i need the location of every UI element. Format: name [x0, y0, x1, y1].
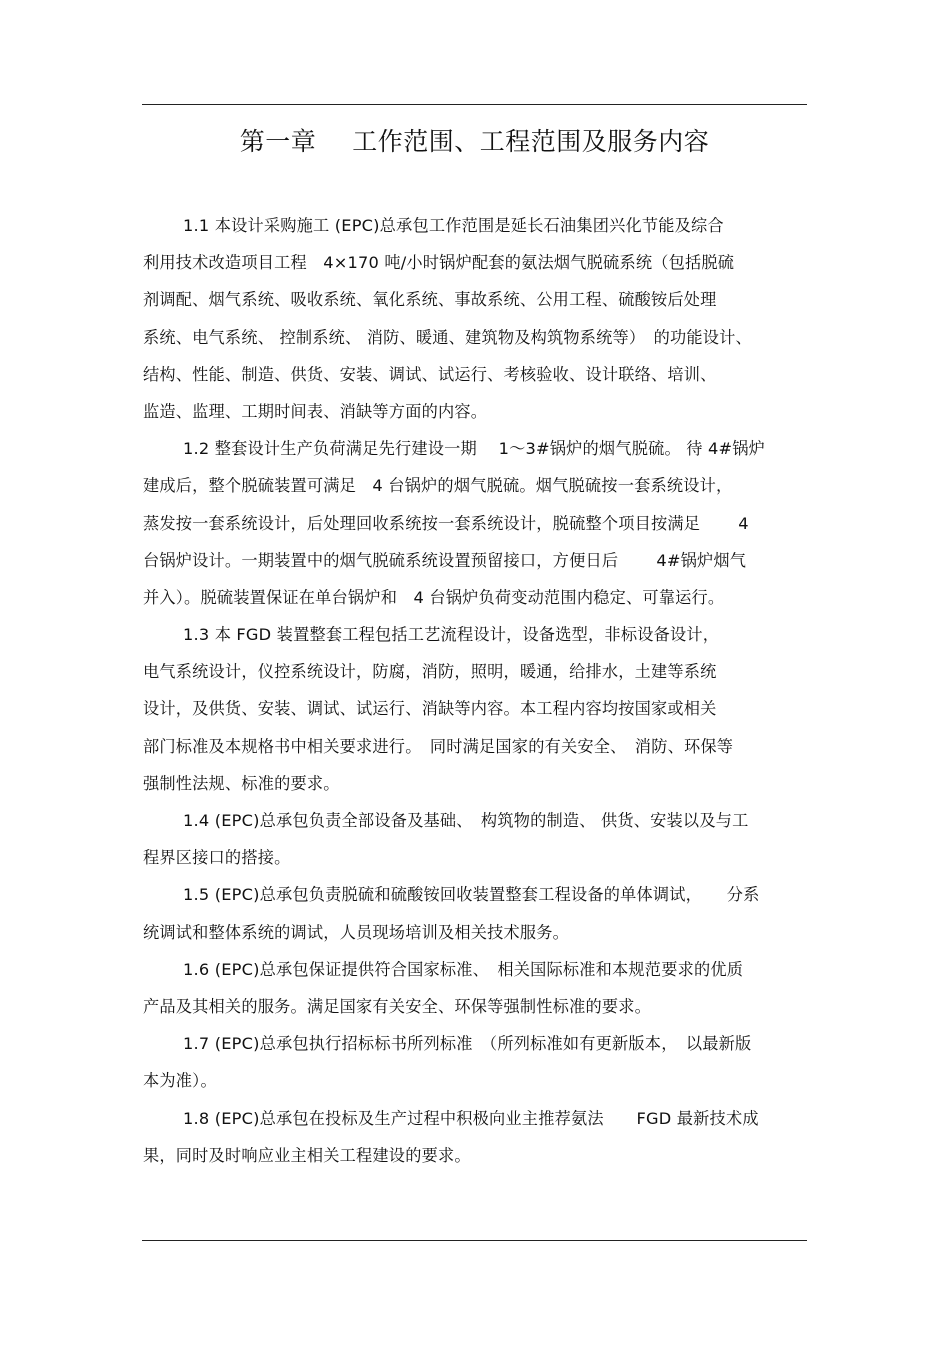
- paragraph-line: 强制性法规、标准的要求。: [143, 773, 340, 793]
- paragraph-1-1: [143, 207, 808, 430]
- paragraph-1-4: [143, 802, 808, 876]
- paragraph-line: 1.3 本 FGD 装置整套工程包括工艺流程设计，设备选型，非标设备设计，: [183, 625, 720, 645]
- paragraph-line: 剂调配、烟气系统、吸收系统、氧化系统、事故系统、公用工程、硫酸铵后处理: [143, 290, 717, 310]
- paragraph-line: 电气系统设计，仪控系统设计，防腐，消防，照明，暖通，给排水，土建等系统: [143, 662, 717, 682]
- chapter-title: 工作范围、工程范围及服务内容: [352, 127, 710, 156]
- paragraph-line: 监造、监理、工期时间表、消缺等方面的内容。: [143, 401, 488, 421]
- footer-rule: [142, 1240, 807, 1241]
- paragraph-line: 建成后，整个脱硫装置可满足 4 台锅炉的烟气脱硫。烟气脱硫按一套系统设计，: [143, 476, 733, 496]
- paragraph-line: 并入）。脱硫装置保证在单台锅炉和 4 台锅炉负荷变动范围内稳定、可靠运行。: [143, 587, 725, 607]
- paragraph-1-2: [143, 430, 808, 616]
- paragraph-line: 1.6 (EPC)总承包保证提供符合国家标准、 相关国际标准和本规范要求的优质: [183, 959, 744, 979]
- header-rule: [142, 104, 807, 105]
- paragraph-line: 1.1 本设计采购施工 (EPC)总承包工作范围是延长石油集团兴化节能及综合: [183, 216, 724, 235]
- paragraph-1-8: [143, 1100, 808, 1174]
- paragraph-1-6: [143, 951, 808, 1025]
- paragraph-line: 台锅炉设计。一期装置中的烟气脱硫系统设置预留接口，方便日后 4#锅炉烟气: [143, 550, 747, 570]
- paragraph-line: 设计，及供货、安装、调试、试运行、消缺等内容。本工程内容均按国家或相关: [143, 699, 717, 719]
- paragraph-line: 1.7 (EPC)总承包执行招标标书所列标准 （所列标准如有更新版本， 以最新版: [183, 1034, 752, 1054]
- paragraph-line: 结构、性能、制造、供货、安装、调试、试运行、考核验收、设计联络、培训、: [143, 364, 717, 384]
- paragraph-1-7: [143, 1025, 808, 1099]
- paragraph-line: 本为准）。: [143, 1071, 217, 1091]
- paragraph-line: 1.2 整套设计生产负荷满足先行建设一期 1～3#锅炉的烟气脱硫。 待 4#锅炉: [183, 439, 765, 459]
- paragraph-line: 蒸发按一套系统设计，后处理回收系统按一套系统设计，脱硫整个项目按满足 4: [143, 513, 749, 533]
- paragraph-1-5: [143, 876, 808, 950]
- paragraph-line: 利用技术改造项目工程 4×170 吨/小时锅炉配套的氨法烟气脱硫系统（包括脱硫: [143, 253, 735, 273]
- paragraph-line: 统调试和整体系统的调试，人员现场培训及相关技术服务。: [143, 922, 570, 942]
- paragraph-line: 果，同时及时响应业主相关工程建设的要求。: [143, 1145, 471, 1165]
- paragraph-line: 产品及其相关的服务。满足国家有关安全、环保等强制性标准的要求。: [143, 996, 652, 1016]
- paragraph-line: 程界区接口的搭接。: [143, 848, 291, 868]
- paragraph-line: 1.4 (EPC)总承包负责全部设备及基础、 构筑物的制造、 供货、安装以及与工: [183, 811, 749, 830]
- paragraph-line: 系统、电气系统、 控制系统、 消防、暖通、建筑物及构筑物系统等） 的功能设计、: [143, 327, 752, 347]
- paragraph-1-3: [143, 616, 808, 802]
- chapter-label: 第一章: [239, 127, 317, 156]
- paragraph-line: 1.8 (EPC)总承包在投标及生产过程中积极向业主推荐氨法 FGD 最新技术成: [183, 1108, 759, 1128]
- document-body: [143, 207, 808, 1174]
- paragraph-line: 部门标准及本规格书中相关要求进行。 同时满足国家的有关安全、 消防、环保等: [143, 736, 734, 756]
- paragraph-line: 1.5 (EPC)总承包负责脱硫和硫酸铵回收装置整套工程设备的单体调试， 分系: [183, 885, 760, 905]
- chapter-heading: [142, 122, 807, 162]
